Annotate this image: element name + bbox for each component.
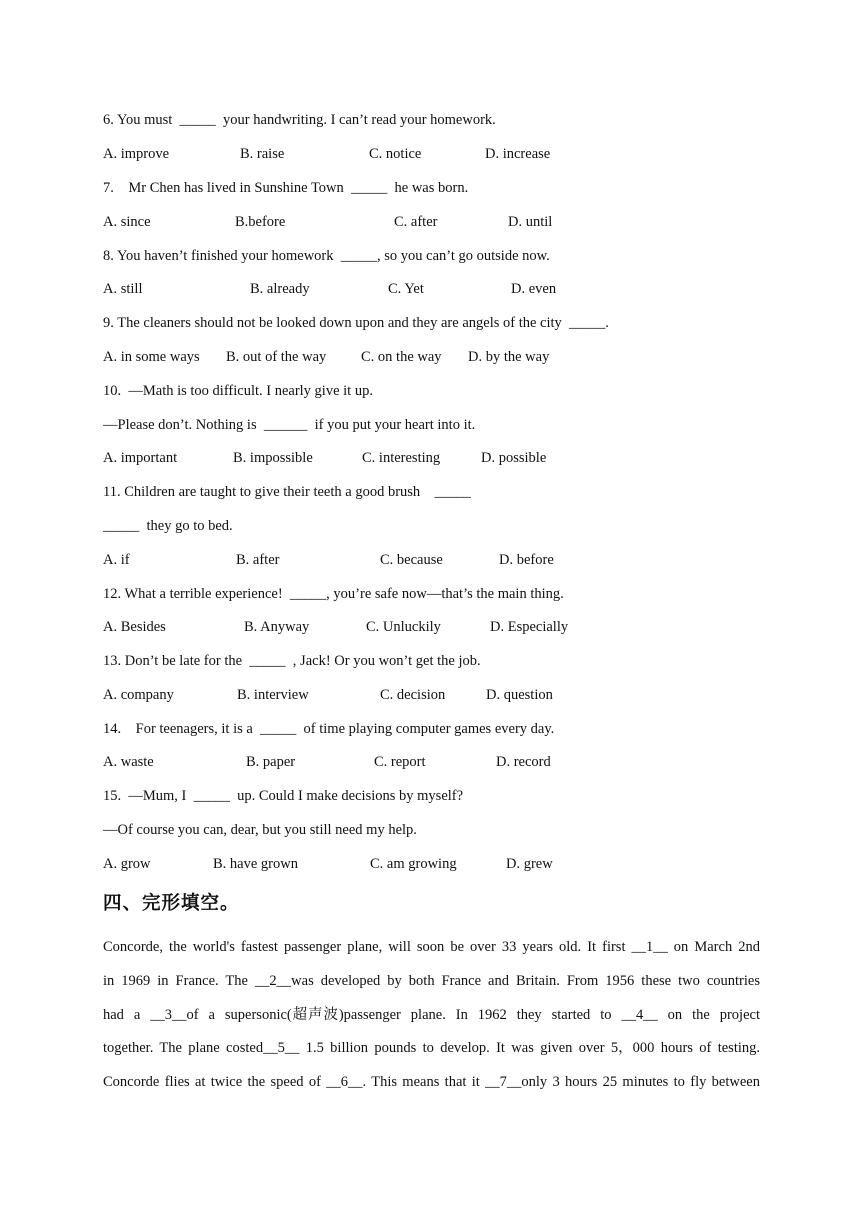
option-b: B. after [236,552,280,568]
option-a: A. if [103,552,130,568]
option-a: A. Besides [103,619,166,635]
option-a: A. since [103,214,151,230]
options-8 [103,279,783,299]
option-a: A. waste [103,754,154,770]
options-7 [103,212,783,232]
options-14 [103,752,783,772]
passage-line: together. The plane costed__5__ 1.5 billion pounds to develop. It was given over 5，000 hours of testing. [103,1040,760,1057]
passage-line: had a __3__of a supersonic(超声波)passenger plane. In 1962 they started to __4__ on the project [103,1006,760,1023]
option-d: D. until [508,214,553,230]
cloze-passage [103,931,760,1100]
option-b: B. impossible [233,450,313,466]
option-a: A. grow [103,856,151,872]
option-b: B. raise [240,146,285,162]
option-b: B. have grown [213,856,298,872]
option-c: C. because [380,552,443,568]
option-d: D. by the way [468,349,550,365]
option-a: A. important [103,450,178,466]
question-10-reply: —Please don’t. Nothing is ______ if you put your heart into it. [103,417,476,433]
options-9 [103,347,783,367]
option-d: D. even [511,281,557,297]
options-13 [103,685,783,705]
option-d: D. increase [485,146,551,162]
options-12 [103,617,783,637]
question-15-reply: —Of course you can, dear, but you still need my help. [103,822,417,838]
option-b: B. already [250,281,310,297]
option-c: C. Unluckily [366,619,441,635]
option-a: A. company [103,687,174,703]
section-heading: 四、完形填空。 [103,893,240,914]
question-12: 12. What a terrible experience! _____, you’re safe now—that’s the main thing. [103,586,564,602]
option-b: B. Anyway [244,619,310,635]
option-a: A. improve [103,146,170,162]
option-c: C. am growing [370,856,457,872]
option-d: D. possible [481,450,547,466]
option-b: B. paper [246,754,296,770]
question-13: 13. Don’t be late for the _____ , Jack! Or you won’t get the job. [103,653,481,669]
passage-line: in 1969 in France. The __2__was developed by both France and Britain. From 1956 these two countries [103,972,760,989]
option-c: C. after [394,214,438,230]
option-c: C. report [374,754,426,770]
question-6: 6. You must _____ your handwriting. I can’t read your homework. [103,112,496,128]
options-11 [103,550,783,570]
question-14: 14. For teenagers, it is a _____ of time playing computer games every day. [103,721,555,737]
options-6 [103,144,783,164]
option-c: C. notice [369,146,422,162]
option-c: C. interesting [362,450,441,466]
option-d: D. record [496,754,551,770]
passage-line: Concorde, the world's fastest passenger plane, will soon be over 33 years old. It first __1__ on March 2nd [103,939,760,955]
question-11-cont: _____ they go to bed. [103,518,233,534]
question-8: 8. You haven’t finished your homework _____, so you can’t go outside now. [103,248,550,264]
option-a: A. still [103,281,143,297]
option-d: D. question [486,687,553,703]
option-a: A. in some ways [103,349,200,365]
option-d: D. before [499,552,554,568]
options-10 [103,448,783,468]
option-b: B. out of the way [226,349,327,365]
option-c: C. on the way [361,349,442,365]
passage-line: Concorde flies at twice the speed of __6__. This means that it __7__only 3 hours 25 minutes to fly between [103,1074,760,1091]
option-d: D. Especially [490,619,569,635]
option-b: B. interview [237,687,309,703]
option-b: B.before [235,214,286,230]
question-7: 7. Mr Chen has lived in Sunshine Town _____ he was born. [103,180,469,196]
question-9: 9. The cleaners should not be looked down upon and they are angels of the city _____. [103,315,609,331]
option-c: C. decision [380,687,446,703]
question-10: 10. —Math is too difficult. I nearly give it up. [103,383,373,399]
question-15: 15. —Mum, I _____ up. Could I make decisions by myself? [103,788,464,804]
option-c: C. Yet [388,281,424,297]
option-d: D. grew [506,856,553,872]
question-11: 11. Children are taught to give their teeth a good brush _____ [103,484,471,500]
options-15 [103,854,783,874]
